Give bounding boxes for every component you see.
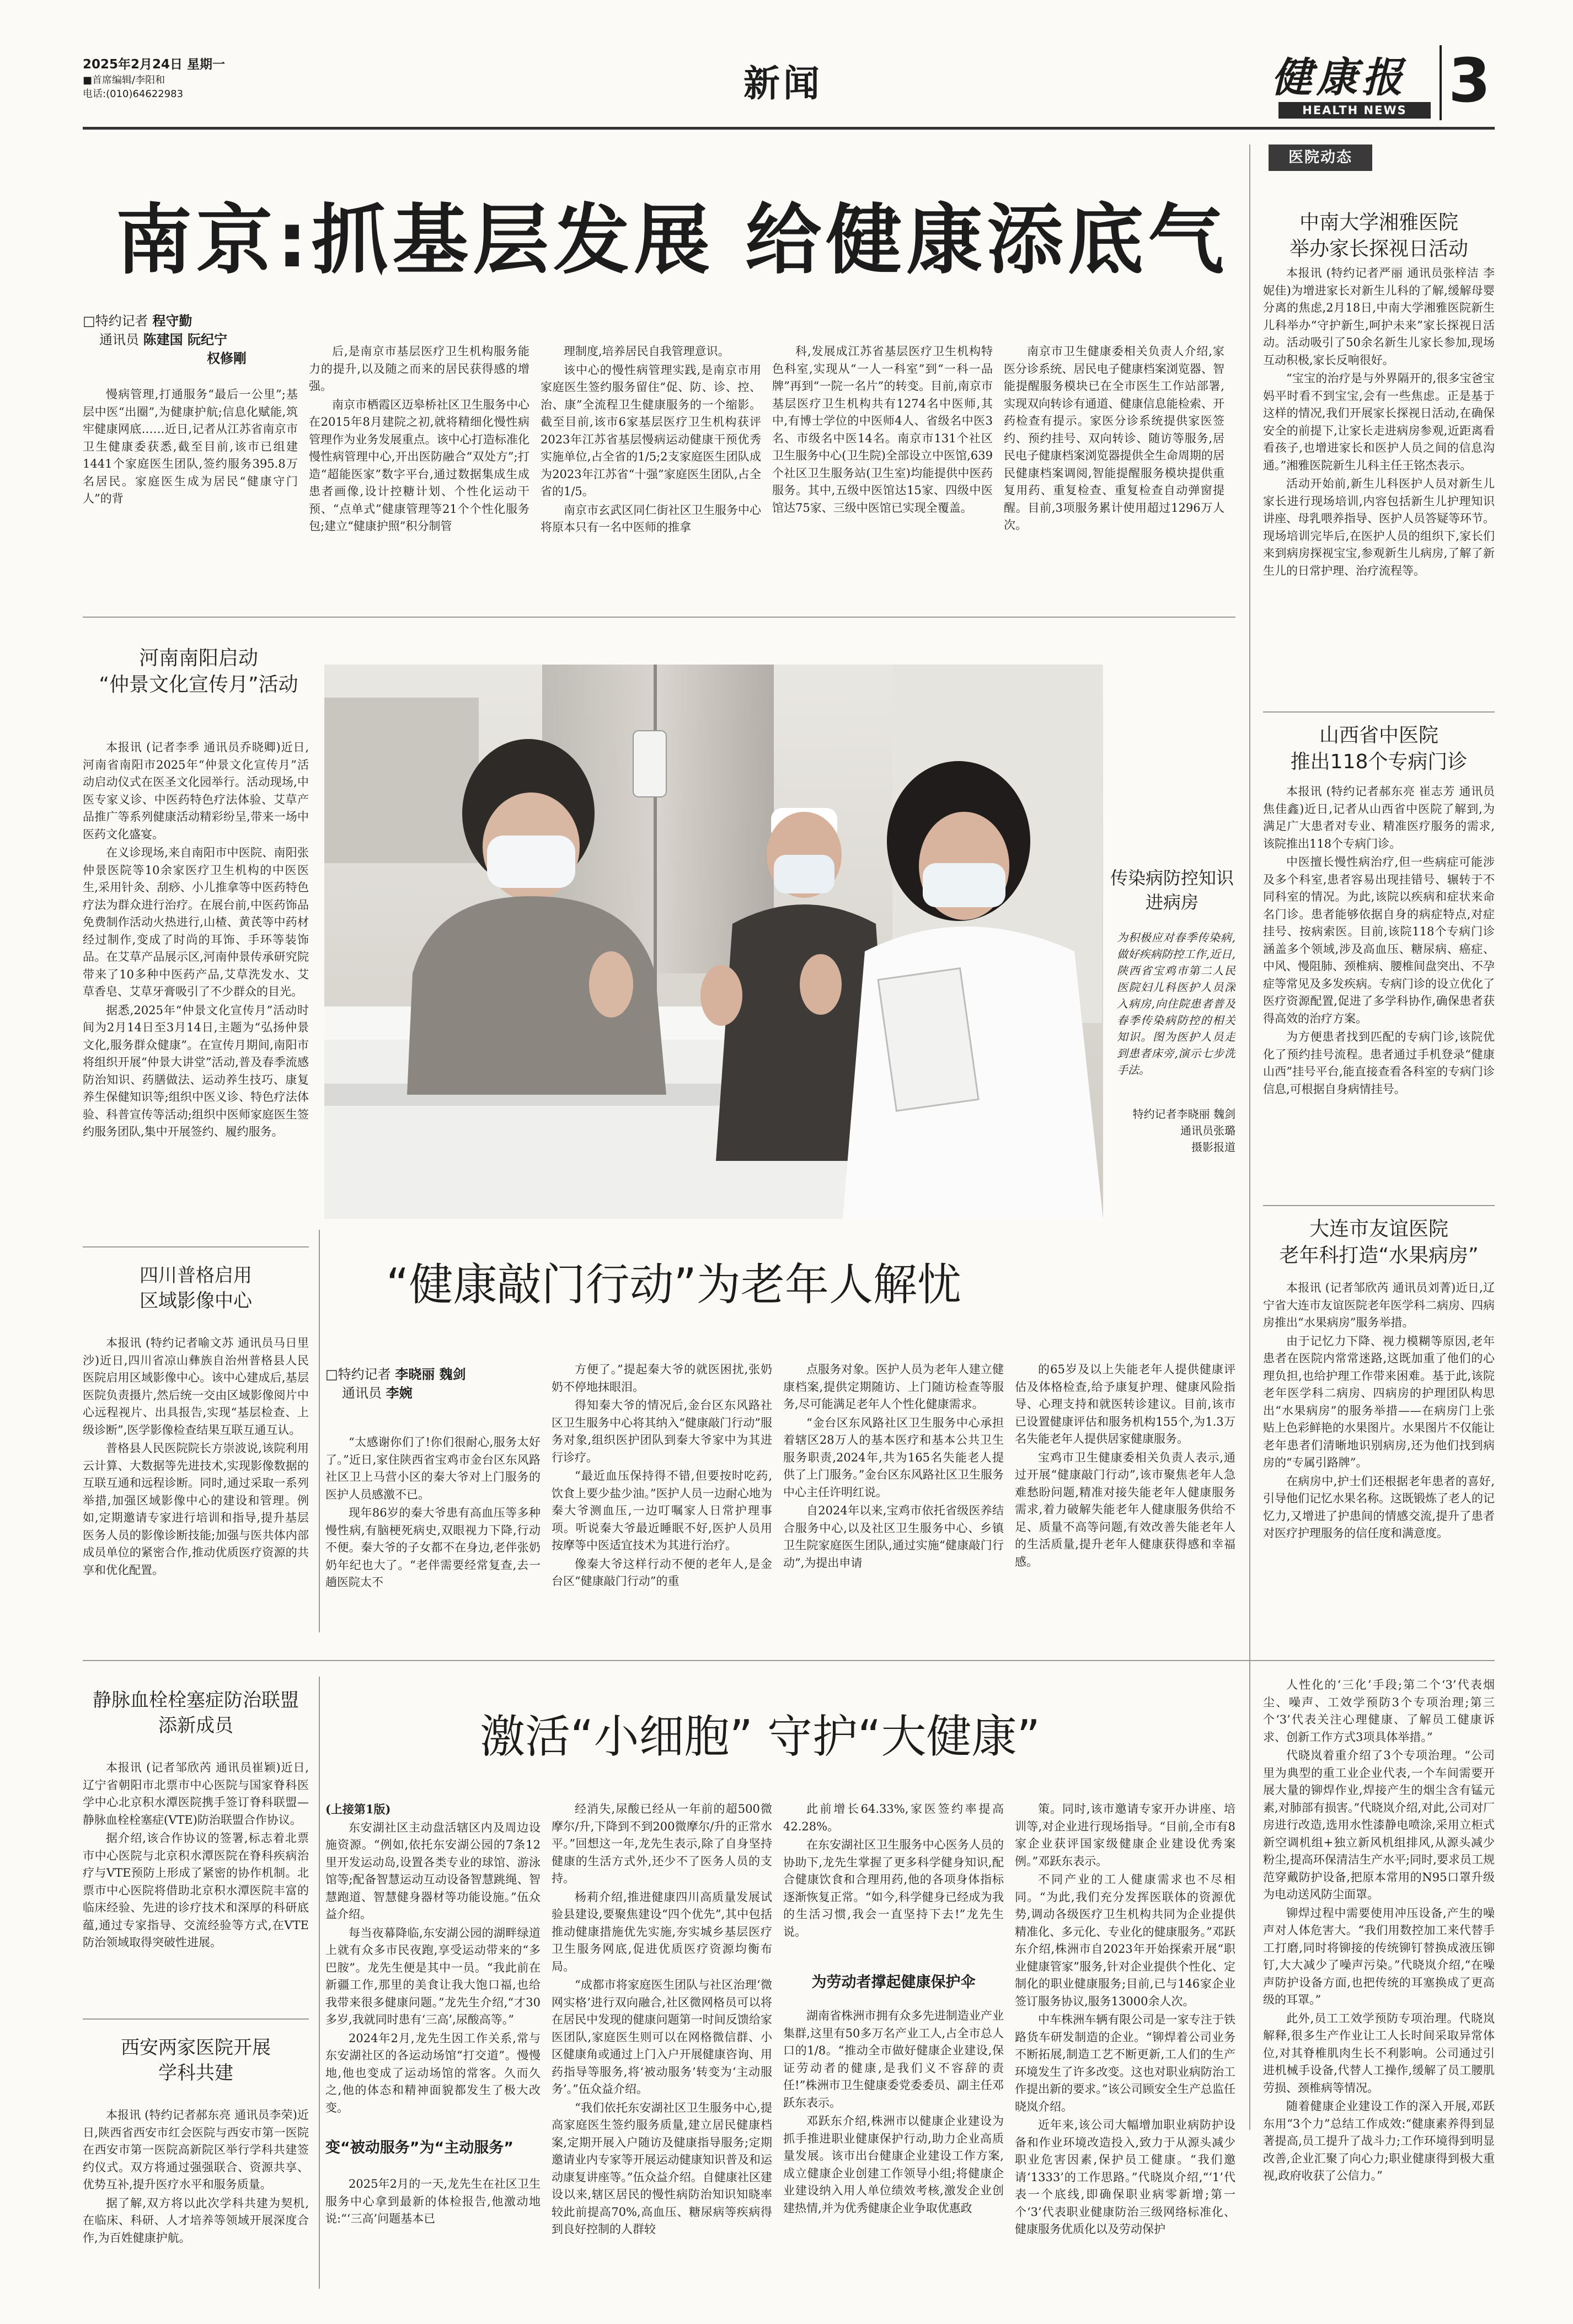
elder-col1-p0: “太感谢你们了!你们很耐心,服务太好了。”近日,家住陕西省宝鸡市金台区东风路社区卫上马营小区的秦大爷对上门服务的医护人员感激不已。 <box>325 1436 541 1501</box>
lead-bottom-rule <box>83 617 1235 618</box>
right-news3-title-1: 大连市友谊医院 <box>1309 1218 1448 1240</box>
cell-col-1b <box>325 2176 541 2280</box>
elder-col-1 <box>325 1434 541 1632</box>
cell-col2-p1: 杨莉介绍,推进健康四川高质量发展试验县建设,要聚焦建设“四个优先”,其中包括推动健康措施优先实施,夯实城乡基层医疗卫生服务网底,促进优质医疗资源均衡布局。 <box>552 1890 772 1973</box>
right-news1-title-1: 中南大学湘雅医院 <box>1299 211 1458 234</box>
elder-col4-p0: 的65岁及以上失能老年人提供健康评估及体格检查,给予康复护理、健康风险指导、心理支持和就医转诊建议。目前,该市已设置健康评估和服务机构155个,为1.3万名失能老年人提供居家健康服务。 <box>1015 1363 1235 1445</box>
left-news1-body <box>83 739 309 1246</box>
left-news3-title-2: 添新成员 <box>158 1715 233 1737</box>
column-tag: 医院动态 <box>1269 144 1372 171</box>
lead-correspondent-label: 通讯员 <box>99 332 139 347</box>
lead-correspondents-1: 陈建国 阮纪宁 <box>143 331 227 347</box>
elder-col-3 <box>783 1361 1004 1631</box>
cell-col5-p2: 铆焊过程中需要使用冲压设备,产生的噪声对人体危害大。“我们用数控加工来代替手工打磨,同时将铆接的传统铆钉替换成液压铆钉,大大减少了噪声污染。”代晓岚介绍,“在噪声防护设备方面,也把传统的耳塞换成了更高级的耳罩。” <box>1263 1906 1495 2006</box>
lead-col3-p2: 南京市玄武区同仁街社区卫生服务中心将原本只有一名中医师的推拿 <box>541 503 761 534</box>
cell-col3b-p0: 湖南省株洲市拥有众多先进制造业产业集群,这里有50多万名产业工人,占全市总人口的1/8。“推动全市做好健康企业建设,保证劳动者的健康,是我们义不容辞的责任!”株洲市卫生健康委党委委员、副主任邓跃东表示。 <box>783 2009 1004 2109</box>
left-news4-title-1: 西安两家医院开展 <box>121 2037 271 2059</box>
left-column-rule-2 <box>319 1677 320 2289</box>
page-phone: 电话:(010)64622983 <box>83 88 184 100</box>
lead-col4-p0: 科,发展成江苏省基层医疗卫生机构特色科室,实现从“一人一科室”到“一科一品牌”再到“一院一名片”的转变。目前,南京市基层医疗卫生机构共有1274名中医师,其中,有博士学位的中医师4人、省级名中医3名、市级名中医14名。南京市131个社区卫生服务中心(卫生院)全部设立中医馆,639个社区卫生服务站(卫生室)均能提供中医药服务。其中,五级中医馆达15家、四级中医馆达75家、三级中医馆已实现全覆盖。 <box>772 345 993 515</box>
right-news2-rule <box>1263 1205 1495 1206</box>
left-news1-p0: 本报讯 (记者李季 通讯员乔晓卿)近日,河南省南阳市2025年“仲景文化宣传月”活动启动仪式在医圣文化园举行。活动现场,中医专家义诊、中医药特色疗法体验、艾草产品推广等系列健康活动精彩纷呈,带来一场中医药文化盛宴。 <box>83 741 309 841</box>
left-news4-title <box>83 2035 309 2086</box>
cell-subhead-1: 变“被动服务”为“主动服务” <box>325 2139 513 2156</box>
cell-col-3 <box>783 1801 1004 1961</box>
photo-caption-title <box>1109 866 1235 914</box>
right-news3-title-2: 老年科打造“水果病房” <box>1279 1244 1479 1267</box>
elder-col3-p0: 点服务对象。医护人员为老年人建立健康档案,提供定期随访、上门随访检查等服务,尽可能满足老年人个性化健康需求。 <box>783 1363 1004 1411</box>
left-news4-p1: 据了解,双方将以此次学科共建为契机,在临床、科研、人才培养等领域开展深度合作,为百姓健康护航。 <box>83 2196 309 2245</box>
elder-col1-p1: 现年86岁的秦大爷患有高血压等多种慢性病,有脑梗死病史,双眼视力下降,行动不便。秦大爷的子女都不在身边,老伴张奶奶年纪也大了。“老伴需要经常复查,去一趟医院太不 <box>325 1506 541 1589</box>
lead-correspondents-2: 权修剛 <box>207 350 247 366</box>
cell-col-2 <box>552 1801 772 2286</box>
right-news3-title <box>1263 1216 1495 1269</box>
section-title: 新闻 <box>743 62 823 105</box>
right-news1-p1: “宝宝的治疗是与外界隔开的,很多宝爸宝妈平时看不到宝宝,会有一些焦虑。正是基于这样的情况,我们开展家长探视日活动,在确保安全的前提下,让家长走进病房参观,近距离看看孩子,也增进家长和医护人员之间的信息沟通。”湘雅医院新生儿科主任王铭杰表示。 <box>1263 372 1495 472</box>
cell-col-3b <box>783 2007 1004 2286</box>
elder-headline: “健康敲门行动”为老年人解忧 <box>386 1259 961 1310</box>
lead-col-5 <box>1004 343 1224 536</box>
cell-col1-p1: 每当夜幕降临,东安湖公园的湖畔绿道上就有众多市民夜跑,享受运动带来的“多巴胺”。龙先生便是其中一员。“我此前在新疆工作,那里的美食让我大饱口福,也给我带来很多健康问题。”龙先生介绍,“才30多岁,我就同时患有‘三高’,尿酸高等。” <box>325 1926 541 2026</box>
right-news2-title <box>1263 722 1495 775</box>
cell-col4-p3: 近年来,该公司大幅增加职业病防护设备和作业环境改造投入,致力于从源头减少职业危害因素,保护员工健康。“我们邀请‘1333’的工作思路。”代晓岚介绍,“‘1’代表一个底线,即确保职业病零新增;第一个‘3’代表职业健康防治三级网络标准化、健康服务优质化以及劳动保护 <box>1015 2118 1235 2236</box>
elder-col4-p1: 宝鸡市卫生健康委相关负责人表示,通过开展“健康敲门行动”,该市聚焦老年人急难愁盼问题,精准对接失能老年人健康服务需求,着力破解失能老年人健康服务供给不足、质量不高等问题,有效改善失能老年人的生活质量,提升老年人健康获得感和幸福感。 <box>1015 1450 1235 1568</box>
lead-col-3 <box>541 343 761 536</box>
cell-col-4 <box>1015 1801 1235 2286</box>
left-news1-title <box>83 645 314 698</box>
page-editor: ■首席编辑/李阳和 <box>83 74 165 86</box>
left-news1-rule <box>83 1246 309 1247</box>
ward-photo-illustration <box>324 665 1103 1219</box>
photo-credit-3: 摄影报道 <box>1191 1140 1235 1154</box>
left-news4-title-2: 学科共建 <box>158 2062 233 2084</box>
right-news2-p0: 本报讯 (特约记者郝东亮 崔志芳 通讯员焦佳鑫)近日,记者从山西省中医院了解到,为满足广大患者对专业、精准医疗服务的需求,该院推出118个专病门诊。 <box>1263 785 1495 850</box>
elder-reporters: 李晓丽 魏剑 <box>395 1366 466 1382</box>
page-number: 3 <box>1448 45 1491 116</box>
elder-col2-p0: 方便了。”提起秦大爷的就医困扰,张奶奶不停地抹眼泪。 <box>552 1363 772 1394</box>
cell-col-5 <box>1263 1677 1495 2286</box>
lead-reporter: 程守勤 <box>152 313 192 329</box>
elder-col-2 <box>552 1361 772 1631</box>
cell-col1-p0: 东安湖社区主动盘活辖区内及周边设施资源。“例如,依托东安湖公园的7条12里开发运动岛,设置各类专业的球馆、游泳馆等;配备智慧运动互动设备智慧跳绳、智慧跑道、智慧健身器材等功能设施。”伍众益介绍。 <box>325 1820 541 1921</box>
lead-byline <box>83 312 292 368</box>
cell-col-1 <box>325 1801 541 2126</box>
right-news2-title-1: 山西省中医院 <box>1319 724 1438 747</box>
elder-col3-p2: 自2024年以来,宝鸡市依托省级医养结合服务中心,以及社区卫生服务中心、乡镇卫生院家庭医生团队,通过实施“健康敲门行动”,为提出申请 <box>783 1504 1004 1570</box>
elder-correspondent: 李婉 <box>386 1385 413 1401</box>
cell-col5-p0: 人性化的‘三化’手段;第二个‘3’代表烟尘、噪声、工效学预防3个专项治理;第三个‘3’代表关注心理健康、了解员工健康诉求、创新工作方式3项具体举措。” <box>1263 1678 1495 1744</box>
cell-col1-p2: 2024年2月,龙先生因工作关系,常与东安湖社区的各运动场馆“打交道”。慢慢地,他也变成了运动场馆的常客。久而久之,他的体态和精神面貌都发生了极大改变。 <box>325 2031 541 2114</box>
photo-credit-1: 特约记者李晓丽 魏剑 <box>1132 1107 1235 1121</box>
page-date: 2025年2月24日 星期一 <box>83 57 226 72</box>
right-news1-rule <box>1263 711 1495 713</box>
left-news2-title <box>83 1263 309 1314</box>
right-news3-body <box>1263 1279 1495 1666</box>
lead-col-2 <box>309 343 529 536</box>
cell-col4-p2: 中车株洲车辆有限公司是一家专注于铁路货车研发制造的企业。“铆焊着公司业务不断拓展,制造工艺不断更新,工人们的生产环境发生了许多改变。这也对职业病防治工作提出新的要求。”该公司顾安全生产总监任晓岚介绍。 <box>1015 2013 1235 2113</box>
elder-col2-p3: 像秦大爷这样行动不便的老年人,是金台区“健康敲门行动”的重 <box>552 1557 772 1588</box>
right-news1-title <box>1263 210 1495 263</box>
cell-col5-p4: 随着健康企业建设工作的深入开展,邓跃东用“3个力”总结工作成效:“健康素养得到显著提高,员工提升了战斗力;工作环境得到明显改善,企业汇聚了向心力;职业健康得到极大重视,政府收获了公信力。” <box>1263 2100 1495 2182</box>
left-news2-title-1: 四川普格启用 <box>140 1265 252 1287</box>
photo-caption-title-1: 传染病防控知识 <box>1110 868 1234 888</box>
left-news2-body <box>83 1335 309 1632</box>
cell-col4-p1: 不同产业的工人健康需求也不尽相同。“为此,我们充分发挥医联体的资源优势,调动各级医疗卫生机构共同为企业提供精准化、多元化、专业化的健康服务。”邓跃东介绍,株洲市自2023年开始探索开展“职业健康管家”服务,针对企业提供个性化、定制化的职业健康服务;目前,已与146家企业签订服务协议,服务13000余人次。 <box>1015 1873 1235 2008</box>
left-news3-title <box>83 1688 309 1738</box>
elder-col2-p2: “最近血压保持得不错,但要按时吃药,饮食上要少盐少油。”医护人员一边耐心地为秦大爷测血压,一边叮嘱家人日常护理事项。听说秦大爷最近睡眠不好,医护人员用按摩等中医适宜技术为其进行治疗。 <box>552 1469 772 1552</box>
left-news3-title-1: 静脉血栓栓塞症防治联盟 <box>93 1689 299 1711</box>
cell-col2-p0: 经消失,尿酸已经从一年前的超500微摩尔/升,下降到不到200微摩尔/升的正常水平。”回想这一年,龙先生表示,除了自身坚持健康的生活方式外,还少不了医务人员的支持。 <box>552 1802 772 1885</box>
photo-caption-text: 为积极应对春季传染病,做好疾病防控工作,近日,陕西省宝鸡市第二人民医院妇儿科医护人员深入病房,向住院患者普及春季传染病防控的相关知识。图为医护人员走到患者床旁,演示七步洗手法。 <box>1117 931 1235 1077</box>
left-news3-p1: 据介绍,该合作协议的签署,标志着北票市中心医院与北京积水潭医院在脊科疾病治疗与VTE预防上形成了紧密的协作机制。北票市中心医院将借助北京积水潭医院丰富的临床经验、先进的诊疗技术和深厚的科研底蕴,通过专家指导、交流经验等方式,在VTE防治领域取得突破性进展。 <box>83 1832 309 1949</box>
right-news2-p1: 中医擅长慢性病治疗,但一些病症可能涉及多个科室,患者容易出现挂错号、辗转于不同科室的情况。为此,该院以疾病和症状来命名门诊。患者能够依据自身的病症特点,对症挂号、按病索医。目前,该院118个专病门诊涵盖多个领域,涉及高血压、糖尿病、癌症、中风、慢阻肺、颈椎病、腰椎间盘突出、不孕症等常见及多发疾病。专病门诊的设立优化了医疗资源配置,促进了多学科协作,确保患者获得高效的治疗方案。 <box>1263 855 1495 1025</box>
right-news1-body <box>1263 265 1495 706</box>
elder-byline <box>325 1365 546 1402</box>
photo-caption-title-2: 进病房 <box>1145 892 1199 913</box>
left-news1-title-1: 河南南阳启动 <box>138 647 258 670</box>
right-news1-p2: 活动开始前,新生儿科医护人员对新生儿家长进行现场培训,内容包括新生儿护理知识讲座、母乳喂养指导、医护人员答疑等环节。现场培训完毕后,在医护人员的组织下,家长们来到病房探视宝宝,参观新生儿病房,了解了新生儿的日常护理、治疗流程等。 <box>1263 477 1495 577</box>
paper-name: 健康报 <box>1271 54 1407 101</box>
left-news2-p1: 普格县人民医院院长方崇波说,该院利用云计算、大数据等先进技术,实现影像数据的互联互通和远程诊断。同时,通过采取一系列举措,加强区域影像中心的建设和管理。例如,定期邀请专家进行培训和指导,提升基层医务人员的影像诊断技能;加强与医共体内部成员单位的紧密合作,推动优质医疗资源的共享和优化配置。 <box>83 1442 309 1577</box>
right-column-rule <box>1249 144 1250 2130</box>
cell-col1b-p0: 2025年2月的一天,龙先生在社区卫生服务中心拿到最新的体检报告,他激动地说:“‘三高’问题基本已 <box>325 2177 541 2225</box>
lead-col2-p1: 南京市栖霞区迈皋桥社区卫生服务中心在2015年8月建院之初,就将精细化慢性病管理作为业务发展重点。该中心打造标准化慢性病管理中心,开出医防融合“双处方”;打造“超能医家”数字平台,通过数据集成生成患者画像,设计控糖计划、个性化运动干预、“点单式”健康管理等21个个性化服务包;建立“健康护照”积分制管 <box>309 398 529 533</box>
cell-continued: (上接第1版) <box>325 1802 391 1816</box>
cell-col3-p0: 此前增长64.33%,家医签约率提高42.28%。 <box>783 1802 1004 1833</box>
right-news1-p0: 本报讯 (特约记者严丽 通讯员张梓洁 李妮佳)为增进家长对新生儿科的了解,缓解母婴分离的焦虑,2月18日,中南大学湘雅医院新生儿科举办“守护新生,呵护未来”家长探视日活动。活动吸引了50余名新生儿家长参加,现场互动积极,家长反响很好。 <box>1263 266 1495 367</box>
lead-col-4 <box>772 343 993 536</box>
cell-col4-p0: 策。同时,该市邀请专家开办讲座、培训等,对企业进行现场指导。“目前,全市有8家企业获评国家级健康企业建设优秀案例。”邓跃东表示。 <box>1015 1802 1235 1868</box>
lead-byline-label: □特约记者 <box>83 313 148 329</box>
left-news2-p0: 本报讯 (特约记者喻文苏 通讯员马日里沙)近日,四川省凉山彝族自治州普格县人民医院启用区域影像中心。该中心建成后,基层医院负责摄片,然后统一交由区域影像阅片中心远程视片、出具报告,实现“基层检查、上级诊断”,医学影像检查结果互联互通互认。 <box>83 1336 309 1437</box>
cell-headline: 激活“小细胞” 守护“大健康” <box>480 1711 1040 1763</box>
left-news3-rule <box>83 2018 309 2020</box>
right-news2-body <box>1263 783 1495 1202</box>
mid-rule <box>83 1660 1495 1661</box>
left-news2-title-2: 区域影像中心 <box>140 1290 252 1312</box>
lead-headline: 南京:抓基层发展 给健康添底气 <box>116 196 1229 285</box>
left-news1-p2: 据悉,2025年“仲景文化宣传月”活动时间为2月14日至3月14日,主题为“弘扬仲景文化,服务群众健康”。在宣传月期间,南阳市将组织开展“仲景大讲堂”活动,普及春季流感防治知识、药膳做法、运动养生技巧、康复养生保健知识等;组织中医义诊、特色疗法体验、科普宣传等活动;组织中医师家庭医生签约服务团队,集中开展签约、履约服务。 <box>83 1003 309 1138</box>
left-news4-body <box>83 2107 309 2289</box>
cell-col3-p1: 在东安湖社区卫生服务中心医务人员的协助下,龙先生掌握了更多科学健身知识,配合健康饮食和合理用药,他的各项身体指标逐渐恢复正常。“如今,科学健身已经成为我的生活习惯,我会一直坚持下去!”龙先生说。 <box>783 1838 1004 1939</box>
cell-col5-p3: 此外,员工工效学预防专项治理。代晓岚解释,很多生产作业让工人长时间采取异常体位,对其脊椎肌肉生长不利影响。公司通过引进机械手设备,代替人工操作,缓解了员工腰肌劳损、颈椎病等情况。 <box>1263 2011 1495 2095</box>
left-column-rule-1 <box>319 1230 320 1632</box>
left-news4-p0: 本报讯 (特约记者郝东亮 通讯员李荣)近日,陕西省西安市红会医院与西安市第一医院在西安市第一医院高新院区举行学科共建签约仪式。双方将通过强强联合、资源共享、优势互补,提升医疗水平和服务质量。 <box>83 2108 309 2191</box>
ward-photo <box>324 665 1103 1219</box>
elder-correspondent-label: 通讯员 <box>342 1385 382 1401</box>
elder-col-4 <box>1015 1361 1235 1631</box>
left-news3-p0: 本报讯 (记者邹欣芮 通讯员崔颖)近日,辽宁省朝阳市北票市中心医院与国家脊科医学中心北京积水潭医院携手签订脊科联盟—静脉血栓栓塞症(VTE)防治联盟合作协议。 <box>83 1761 309 1827</box>
left-news1-title-2: “仲景文化宣传月”活动 <box>99 673 298 696</box>
lead-col1-p0: 慢病管理,打通服务“最后一公里”;基层中医“出圈”,为健康护航;信息化赋能,筑牢健康网底……近日,记者从江苏省南京市卫生健康委获悉,截至目前,该市已组建1441个家庭医生团队,签约服务395.8万名居民。家庭医生成为居民“健康守门人”的背 <box>83 388 298 505</box>
right-news2-p2: 为方便患者找到匹配的专病门诊,该院优化了预约挂号流程。患者通过手机登录“健康山西”挂号平台,能直接查看各科室的专病门诊信息,可根据自身病情挂号。 <box>1263 1030 1495 1096</box>
right-news3-p0: 本报讯 (记者邹欣芮 通讯员刘菁)近日,辽宁省大连市友谊医院老年医学科二病房、四病房推出“水果病房”服务举措。 <box>1263 1281 1495 1329</box>
cell-subhead-2: 为劳动者撑起健康保护伞 <box>811 1974 976 1991</box>
cell-col3b-p1: 邓跃东介绍,株洲市以健康企业建设为抓手推进职业健康保护行动,助力企业高质量发展。该市出台健康企业建设工作方案,成立健康企业创建工作领导小组;将健康企业建设纳入用人单位绩效考核,激发企业创建热情,并为优秀健康企业争取优惠政 <box>783 2114 1004 2215</box>
right-news2-title-2: 推出118个专病门诊 <box>1290 751 1468 773</box>
lead-col2-p0: 后,是南京市基层医疗卫生机构服务能力的提升,以及随之而来的居民获得感的增强。 <box>309 345 529 393</box>
lead-col3-p1: 该中心的慢性病管理实践,是南京市用家庭医生签约服务留住“促、防、诊、控、治、康”全流程卫生健康服务的一个缩影。截至目前,该市6家基层医疗卫生机构获评2023年江苏省基层慢病运动健康干预优秀实施单位,占全省的1/5;2支家庭医生团队成为2023年江苏省“十强”家庭医生团队,占全省的1/5。 <box>541 363 761 498</box>
right-news3-p2: 在病房中,护士们还根据老年患者的喜好,引导他们记忆水果名称。这既锻炼了老人的记忆力,又增进了护患间的情感交流,提升了患者对医疗护理服务的信任度和满意度。 <box>1263 1474 1495 1540</box>
lead-col-1 <box>83 386 298 535</box>
photo-credit-2: 通讯员张璐 <box>1180 1124 1235 1137</box>
photo-credit <box>1109 1106 1235 1155</box>
cell-col2-p2: “成都市将家庭医生团队与社区治理‘微网实格’进行双向融合,社区微网格员可以将在居民中发现的健康问题第一时间反馈给家医团队,家庭医生则可以在网格微信群、小区健康角或通过上门入户开展健康咨询、用药指导等服务,将‘被动服务’转变为‘主动服务’。”伍众益介绍。 <box>552 1978 772 2096</box>
paper-en-label: HEALTH NEWS <box>1278 102 1431 119</box>
cell-col2-p3: “我们依托东安湖社区卫生服务中心,提高家庭医生签约服务质量,建立居民健康档案,定期开展入户随访及健康指导服务;定期邀请业内专家等开展运动健康知识普及和运动康复讲座等。”伍众益介绍。自健康社区建设以来,辖区居民的慢性病防治知识知晓率较此前提高70%,高血压、糖尿病等疾病得到良好控制的人群较 <box>552 2101 772 2236</box>
elder-byline-label: □特约记者 <box>325 1367 391 1382</box>
left-news3-body <box>83 1759 309 2007</box>
cell-col5-p1: 代晓岚着重介绍了3个专项治理。“公司里为典型的重工业企业代表,一个车间需要开展大量的铆焊作业,焊接产生的烟尘含有锰元素,对肺部有损害。”代晓岚介绍,对此,公司对厂房进行改造,选用水性漆静电喷涂,采用立柜式新空调机组+独立新风机组排风,从源头减少粉尘,提高环保清洁生产水平;同时,要求员工规范穿戴防护设备,把原本常用的N95口罩升级为电动送风防尘面罩。 <box>1263 1749 1495 1901</box>
masthead-divider <box>1440 45 1442 120</box>
right-news3-p1: 由于记忆力下降、视力模糊等原因,老年患者在医院内常常迷路,这既加重了他们的心理负担,也给护理工作带来困难。基于此,该院老年医学科二病房、四病房的护理团队构思出“水果病房”的服务举措——在病房门上张贴上色彩鲜艳的水果图片。水果图片不仅能让老年患者们清晰地识别病房,还为他们找到病房的“专属引路牌”。 <box>1263 1334 1495 1469</box>
left-news1-p1: 在义诊现场,来自南阳市中医院、南阳张仲景医院等10余家医疗卫生机构的中医医生,采用针灸、刮痧、小儿推拿等中医药特色疗法为群众进行治疗。在展台前,中医药饰品免费制作活动火热进行,山楂、黄芪等中药材经过制作,变成了时尚的耳饰、手环等装饰品。在艾草产品展示区,河南仲景传承研究院带来了10多种中医药产品,艾草洗发水、艾草香皂、艾草牙膏吸引了不少群众的目光。 <box>83 846 309 998</box>
lead-col5-p0: 南京市卫生健康委相关负责人介绍,家医分诊系统、居民电子健康档案浏览器、智能提醒服务模块已在全市医生工作站部署,实现双向转诊有通道、健康信息能检索、开药检查有提示。家医分诊系统提供家医签约、预约挂号、双向转诊、随访等服务,居民电子健康档案浏览器提供全生命周期的居民健康档案调阅,智能提醒服务模块提供重复用药、重复检查、重复检查自动弹窗提醒。目前,3项服务累计使用超过1296万人次。 <box>1004 345 1224 532</box>
elder-col2-p1: 得知秦大爷的情况后,金台区东风路社区卫生服务中心将其纳入“健康敲门行动”服务对象,组织医护团队到秦大爷家中为其进行诊疗。 <box>552 1399 772 1464</box>
lead-col3-p0: 理制度,培养居民自我管理意识。 <box>564 345 730 358</box>
elder-col3-p1: “金台区东风路社区卫生服务中心承担着辖区28万人的基本医疗和基本公共卫生服务职责,2024年,共为165名失能老人提供了上门服务。”金台区东风路社区卫生服务中心主任许明红说。 <box>783 1416 1004 1499</box>
right-news1-title-2: 举办家长探视日活动 <box>1289 238 1468 260</box>
masthead-rule <box>83 127 1495 130</box>
